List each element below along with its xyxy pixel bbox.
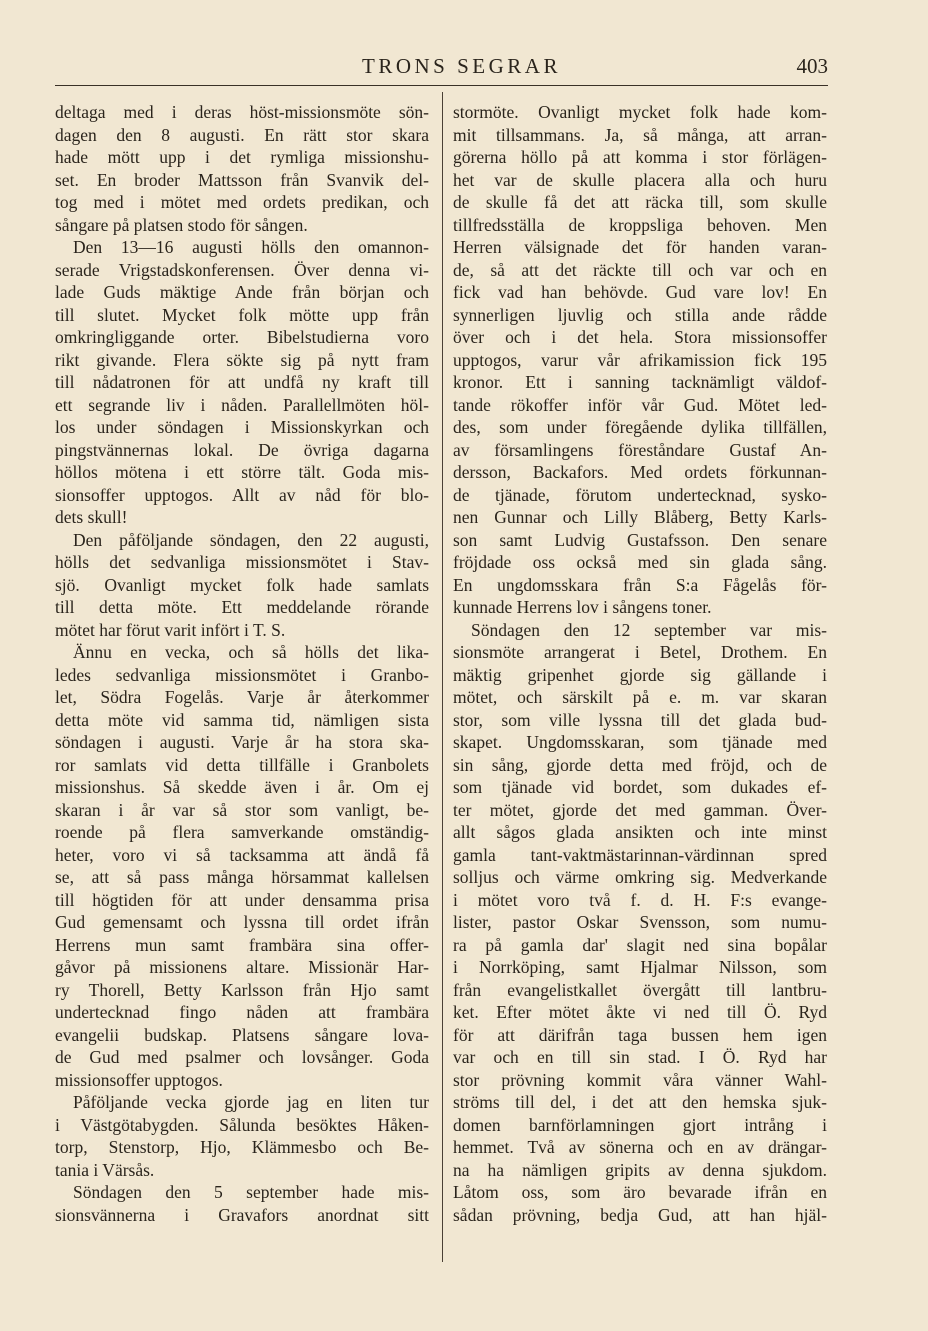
- text-line: i Norrköping, samt Hjalmar Nilsson, som: [453, 957, 827, 977]
- page-number: 403: [796, 54, 828, 78]
- text-line: tog med i mötet med ordets predikan, och: [55, 192, 429, 212]
- text-line: hölls det sedvanliga missionsmötet i Stav-: [55, 552, 429, 572]
- text-line: Herren välsignade det för handen varan-: [453, 237, 827, 257]
- text-line: upptogos, varur vår afrikamission fick 195: [453, 349, 827, 370]
- page-header: [55, 54, 828, 84]
- text-line: ror samlats vid detta tillfälle i Granbolets: [55, 754, 429, 775]
- text-line: mäktig gripenhet gjorde sig gällande i: [453, 664, 827, 685]
- text-line: mötet, och särskilt på e. m. var skaran: [453, 687, 827, 707]
- text-line: dagen den 8 augusti. En rätt stor skara: [55, 124, 429, 145]
- text-line: ströms till del, i det att den hemska sjuk-: [453, 1092, 827, 1112]
- text-line: sionsoffer upptogos. Allt av nåd för blo-: [55, 484, 429, 505]
- text-line: görerna höllo på att komma i stor förlägen-: [453, 147, 827, 167]
- text-line: detta möte vid samma tid, nämligen sista: [55, 709, 429, 730]
- text-line: missionshus. Så skedde även i år. Om ej: [55, 777, 429, 797]
- text-line: för att därifrån taga bussen hem igen: [453, 1024, 827, 1045]
- text-line: dersson, Backafors. Med ordets förkunnan-: [453, 462, 827, 482]
- text-line: fröjdade oss också med sin glada sång.: [453, 552, 827, 572]
- text-line: fick vad han behövde. Gud vare lov! En: [453, 282, 827, 302]
- text-line: ra på gamla dar' slagit ned sina bopålar: [453, 934, 827, 955]
- text-line: i Västgötabygden. Sålunda besöktes Håken-: [55, 1114, 429, 1135]
- text-line: ledes sedvanliga missionsmötet i Granbo-: [55, 664, 429, 685]
- text-line: Den 13—16 augusti hölls den omannon-: [73, 237, 429, 257]
- text-line: sionsmöte arrangerat i Betel, Drothem. En: [453, 642, 827, 662]
- text-line: lister, pastor Oskar Svensson, som numu-: [453, 912, 827, 932]
- text-line: na ha nämligen gripits av denna sjukdom.: [453, 1159, 827, 1180]
- text-line: till detta möte. Ett meddelande rörande: [55, 597, 429, 617]
- text-line: evangelii budskap. Platsens sångare lova-: [55, 1024, 429, 1045]
- text-line: mötet har förut varit infört i T. S.: [55, 619, 286, 640]
- text-line: sångare på platsen stodo för sången.: [55, 214, 308, 235]
- text-line: nen Gunnar och Lilly Blåberg, Betty Karls-: [453, 507, 827, 527]
- text-line: Ännu en vecka, och så hölls det lika-: [73, 642, 429, 662]
- text-line: los under söndagen i Missionskyrkan och: [55, 417, 429, 437]
- text-line: set. En broder Mattsson från Svanvik del-: [55, 169, 429, 190]
- right-column: [453, 101, 827, 1226]
- text-line: torp, Stenstorp, Hjo, Klämmesbo och Be-: [55, 1137, 429, 1157]
- text-line: deltaga med i deras höst-missionsmöte sön-: [55, 102, 429, 122]
- text-line: se, att så pass många hörsammat kallelsen: [55, 867, 429, 887]
- text-line: av församlingens föreståndare Gustaf An-: [453, 439, 827, 460]
- text-line: de, så att det räckte till och var och en: [453, 259, 827, 280]
- text-line: lade Guds mäktige Ande från början och: [55, 282, 429, 302]
- text-line: gamla tant-vaktmästarinnan-värdinnan spred: [453, 844, 827, 865]
- text-line: solljus och värme omkring sig. Medverkande: [453, 867, 827, 887]
- text-line: tande rökoffer inför vår Gud. Mötet led-: [453, 394, 827, 415]
- text-line: roende på flera samverkande omständig-: [55, 822, 429, 842]
- text-line: En ungdomsskara från S:a Fågelås för-: [453, 574, 827, 595]
- text-line: till nådatronen för att undfå ny kraft till: [55, 372, 429, 392]
- text-line: hemmet. Två av sönerna och en av drängar-: [453, 1137, 827, 1157]
- text-line: skaran i år var så stor som vanligt, be-: [55, 799, 429, 820]
- text-line: sådan prövning, bedja Gud, att han hjäl-: [453, 1204, 827, 1225]
- text-line: Söndagen den 5 september hade mis-: [73, 1182, 429, 1202]
- text-line: stormöte. Ovanligt mycket folk hade kom-: [453, 102, 827, 122]
- text-line: mit tillsammans. Ja, så många, att arran-: [453, 124, 827, 145]
- text-line: kronor. Ett i sanning tacknämligt väldof-: [453, 372, 827, 392]
- text-line: ett segrande liv i nåden. Parallellmöten höl-: [55, 394, 429, 415]
- text-line: son samt Ludvig Gustafsson. Den senare: [453, 529, 827, 550]
- text-line: Gud gemensamt och lyssna till ordet ifrån: [55, 912, 429, 932]
- text-line: omkringliggande orter. Bibelstudierna voro: [55, 327, 429, 347]
- text-line: Herrens mun samt frambära sina offer-: [55, 934, 429, 955]
- text-line: skapet. Ungdomsskaran, som tjänade med: [453, 732, 827, 752]
- text-line: allt sågos glada ansikten och inte minst: [453, 822, 827, 842]
- text-line: till slutet. Mycket folk mötte upp från: [55, 304, 429, 325]
- text-line: sin sång, gjorde detta med fröjd, och de: [453, 754, 827, 775]
- text-line: höllos mötena i ett större tält. Goda mis-: [55, 462, 429, 482]
- text-line: tillfredsställa de kroppsliga behoven. Men: [453, 214, 827, 235]
- left-column: [55, 101, 429, 1226]
- text-line: i mötet voro två f. d. H. F:s evange-: [453, 889, 827, 910]
- text-line: gåvor på missionens altare. Missionär Har-: [55, 957, 429, 977]
- text-line: des, som under föregående dylika tillfällen,: [453, 417, 827, 437]
- running-title: TRONS SEGRAR: [362, 54, 561, 78]
- text-line: över och i det hela. Stora missionsoffer: [453, 327, 827, 347]
- text-line: till högtiden för att under densamma prisa: [55, 889, 429, 910]
- text-line: Låtom oss, som äro bevarade ifrån en: [453, 1182, 827, 1202]
- text-line: undertecknad fingo nåden att frambära: [55, 1002, 429, 1022]
- text-line: sjö. Ovanligt mycket folk hade samlats: [55, 574, 429, 595]
- text-line: serade Vrigstadskonferensen. Över denna vi-: [55, 259, 429, 280]
- column-divider: [442, 92, 443, 1262]
- text-line: de skulle få det att räcka till, som skulle: [453, 192, 827, 212]
- text-line: de tjänade, förutom undertecknad, sysko-: [453, 484, 827, 505]
- text-line: missionsoffer upptogos.: [55, 1069, 223, 1090]
- text-line: let, Södra Fogelås. Varje år återkommer: [55, 687, 429, 707]
- text-line: var och en till sin stad. I Ö. Ryd har: [453, 1047, 827, 1067]
- text-line: pingstvännernas lokal. De övriga dagarna: [55, 439, 429, 460]
- text-line: domen barnförlamningen gjort intrång i: [453, 1114, 827, 1135]
- text-line: Den påföljande söndagen, den 22 augusti,: [73, 529, 429, 550]
- text-line: rikt givande. Flera sökte sig på nytt fram: [55, 349, 429, 370]
- text-line: het var de skulle placera alla och huru: [453, 169, 827, 190]
- text-line: dets skull!: [55, 507, 128, 527]
- text-line: sionsvännerna i Gravafors anordnat sitt: [55, 1204, 429, 1225]
- header-rule: [55, 85, 828, 86]
- text-line: Påföljande vecka gjorde jag en liten tur: [73, 1092, 429, 1112]
- text-line: ter mötet, gjorde det med gamman. Över-: [453, 799, 827, 820]
- text-line: från evangelistkallet övergått till lantbru-: [453, 979, 827, 1000]
- text-line: ket. Efter mötet åkte vi ned till Ö. Ryd: [453, 1002, 827, 1022]
- text-line: stor, som ville lyssna till det glada bud-: [453, 709, 827, 730]
- text-line: som tjänade vid bordet, som dukades ef-: [453, 777, 827, 797]
- text-line: stor prövning kommit våra vänner Wahl-: [453, 1069, 827, 1090]
- text-line: tania i Värsås.: [55, 1159, 155, 1180]
- text-line: hade mött upp i det rymliga missionshu-: [55, 147, 429, 167]
- text-line: synnerligen ljuvlig och stilla ande rådde: [453, 304, 827, 325]
- text-line: de Gud med psalmer och lovsånger. Goda: [55, 1047, 429, 1067]
- text-line: heter, voro vi så tacksamma att ändå få: [55, 844, 429, 865]
- text-line: söndagen i augusti. Varje år ha stora ska-: [55, 732, 429, 752]
- text-line: ry Thorell, Betty Karlsson från Hjo samt: [55, 979, 429, 1000]
- text-line: kunnade Herrens lov i sångens toner.: [453, 597, 712, 617]
- text-line: Söndagen den 12 september var mis-: [471, 619, 827, 640]
